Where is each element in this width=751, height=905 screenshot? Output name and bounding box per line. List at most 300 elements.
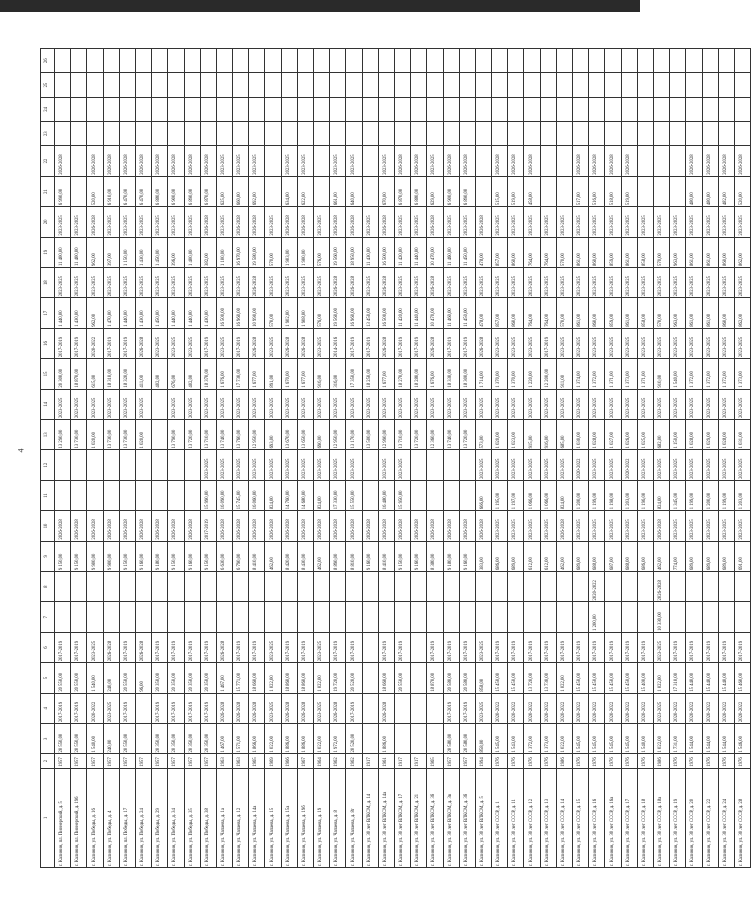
- table-cell: 8 410,00: [378, 541, 394, 571]
- table-cell: 1 676,00: [216, 359, 232, 389]
- table-cell: 963,00: [670, 237, 686, 267]
- table-cell: [653, 122, 669, 146]
- table-cell: [184, 49, 200, 73]
- table-row: [378, 49, 394, 868]
- table-cell: 2026-2028: [556, 511, 572, 541]
- address-cell: г. Калинин, ул. 30 лет СССР, д. 18а: [653, 768, 669, 867]
- table-cell: [330, 602, 346, 632]
- column-header: 17: [41, 298, 55, 328]
- table-cell: 2026-2028: [346, 267, 362, 297]
- table-cell: 2026-2028: [281, 207, 297, 237]
- table-cell: 2023-2025: [346, 450, 362, 480]
- table-row: [103, 49, 119, 868]
- table-cell: 18 860,00: [281, 663, 297, 693]
- table-cell: [281, 49, 297, 73]
- table-cell: 1 544,00: [702, 724, 718, 754]
- table-cell: 15 550,00: [346, 480, 362, 510]
- table-cell: 2023-2025: [702, 450, 718, 480]
- table-cell: 2023-2025: [475, 450, 491, 480]
- table-cell: 622,00: [297, 176, 313, 206]
- table-cell: [734, 122, 750, 146]
- table-cell: 2023-2025: [686, 207, 702, 237]
- table-cell: [362, 632, 378, 662]
- table-cell: 2023-2025: [265, 267, 281, 297]
- table-cell: 1 545,00: [573, 724, 589, 754]
- address-cell: г. Калинин, ул. 30 лет ВЛКСМ, д. 5: [475, 768, 491, 867]
- table-cell: 6 880,00: [411, 176, 427, 206]
- address-cell: г. Калинин, ул. 30 лет СССР, д. 14: [556, 768, 572, 867]
- table-cell: 10 330,00: [653, 602, 669, 632]
- table-cell: 2023-2025: [508, 511, 524, 541]
- table-cell: 9 900,00: [87, 541, 103, 571]
- table-cell: 9 150,00: [55, 541, 71, 571]
- table-cell: [87, 49, 103, 73]
- table-cell: 861,00: [686, 298, 702, 328]
- table-cell: 1 031,00: [734, 420, 750, 450]
- table-cell: 13 450,00: [362, 298, 378, 328]
- table-cell: 19 720,00: [330, 663, 346, 693]
- table-cell: 20 350,00: [200, 663, 216, 693]
- table-cell: 1966: [281, 754, 297, 768]
- column-header: 25: [41, 73, 55, 97]
- table-cell: 20 350,00: [168, 724, 184, 754]
- table-cell: [55, 480, 71, 510]
- table-cell: 2023-2025: [152, 267, 168, 297]
- table-cell: 2017-2019: [233, 328, 249, 358]
- table-cell: 1 371,00: [637, 359, 653, 389]
- table-cell: 2026-2028: [346, 511, 362, 541]
- table-cell: 1917: [394, 754, 410, 768]
- table-cell: 10 470,00: [427, 237, 443, 267]
- column-header: 2: [41, 754, 55, 768]
- table-cell: 480,00: [702, 176, 718, 206]
- table-cell: 1 677,00: [378, 359, 394, 389]
- address-cell: г. Калинин, ул. 30 лет СССР, д. 17: [621, 768, 637, 867]
- table-cell: [670, 572, 686, 602]
- table-cell: 2023-2025: [200, 267, 216, 297]
- table-cell: 2017-2019: [249, 632, 265, 662]
- scan-edge-shadow: [0, 0, 640, 12]
- table-cell: 2023-2025: [589, 267, 605, 297]
- table-cell: 1957: [168, 754, 184, 768]
- table-cell: 17 730,00: [233, 359, 249, 389]
- table-cell: 9 180,00: [152, 541, 168, 571]
- table-cell: 6 990,00: [55, 176, 71, 206]
- table-cell: 860,00: [589, 237, 605, 267]
- table-row: [653, 49, 669, 868]
- table-cell: 1976: [686, 754, 702, 768]
- table-cell: 860,00: [508, 237, 524, 267]
- table-cell: [702, 73, 718, 97]
- table-cell: 2026-2028: [297, 693, 313, 723]
- table-cell: [573, 73, 589, 97]
- table-cell: 396,00: [168, 237, 184, 267]
- table-cell: 576,00: [314, 298, 330, 328]
- table-cell: 13 720,00: [524, 663, 540, 693]
- table-cell: [135, 572, 151, 602]
- table-cell: 2026-2028: [378, 328, 394, 358]
- table-cell: 15 440,00: [686, 663, 702, 693]
- table-cell: 2023-2025: [540, 389, 556, 419]
- table-cell: 1 540,00: [87, 663, 103, 693]
- table-row: [605, 49, 621, 868]
- table-cell: 2023-2025: [524, 511, 540, 541]
- table-cell: [605, 602, 621, 632]
- table-cell: 11 450,00: [459, 237, 475, 267]
- table-cell: 692,00: [249, 176, 265, 206]
- table-cell: [87, 572, 103, 602]
- table-cell: 2023-2025: [330, 450, 346, 480]
- table-cell: 2023-2025: [670, 450, 686, 480]
- table-cell: 1 199,00: [589, 480, 605, 510]
- table-cell: 2020-2022: [670, 693, 686, 723]
- table-cell: [330, 572, 346, 602]
- table-cell: 2023-2025: [718, 450, 734, 480]
- table-cell: 1 370,00: [492, 359, 508, 389]
- table-cell: 2026-2028: [135, 632, 151, 662]
- table-cell: 2017-2019: [459, 328, 475, 358]
- table-cell: [508, 73, 524, 97]
- table-cell: 670,00: [378, 176, 394, 206]
- table-cell: [378, 49, 394, 73]
- address-cell: г. Калинин, ул. 30 лет СССР, д. 12: [524, 768, 540, 867]
- table-cell: [411, 693, 427, 723]
- table-cell: [135, 480, 151, 510]
- column-header: 19: [41, 237, 55, 267]
- table-cell: 18 270,00: [394, 359, 410, 389]
- table-cell: [411, 663, 427, 693]
- table-cell: 2023-2025: [540, 207, 556, 237]
- table-cell: 6 890,00: [459, 176, 475, 206]
- table-cell: 2017-2019: [55, 632, 71, 662]
- table-cell: [184, 73, 200, 97]
- table-cell: 18 250,00: [362, 359, 378, 389]
- table-cell: [556, 49, 572, 73]
- table-cell: [637, 73, 653, 97]
- table-row: [637, 49, 653, 868]
- table-cell: [200, 602, 216, 632]
- table-body: [55, 49, 751, 868]
- table-cell: 20 300,00: [55, 359, 71, 389]
- table-cell: 2023-2025: [670, 267, 686, 297]
- table-cell: 2026-2028: [119, 511, 135, 541]
- table-cell: 1976: [621, 754, 637, 768]
- table-cell: 2023-2025: [216, 207, 232, 237]
- table-cell: [686, 572, 702, 602]
- table-cell: [508, 602, 524, 632]
- table-cell: 462,00: [314, 541, 330, 571]
- table-cell: 2017-2019: [103, 328, 119, 358]
- table-cell: 2017-2019: [686, 632, 702, 662]
- table-cell: 2023-2025: [621, 511, 637, 541]
- table-cell: 2023-2025: [314, 267, 330, 297]
- table-cell: 2023-2025: [459, 389, 475, 419]
- table-cell: [362, 73, 378, 97]
- table-cell: 824,00: [314, 480, 330, 510]
- table-cell: 2017-2019: [605, 632, 621, 662]
- table-cell: 20 350,00: [200, 724, 216, 754]
- table-cell: [71, 450, 87, 480]
- table-cell: 2026-2028: [216, 632, 232, 662]
- table-cell: [249, 97, 265, 121]
- table-cell: 2023-2025: [103, 693, 119, 723]
- table-cell: [637, 49, 653, 73]
- table-cell: [621, 49, 637, 73]
- table-cell: [184, 572, 200, 602]
- table-cell: 2020-2022: [702, 693, 718, 723]
- table-cell: 516,00: [589, 176, 605, 206]
- table-row: [55, 49, 71, 868]
- table-cell: [103, 97, 119, 121]
- table-cell: [152, 572, 168, 602]
- table-cell: 18 660,00: [249, 663, 265, 693]
- table-cell: 2023-2025: [265, 693, 281, 723]
- table-cell: 689,00: [508, 541, 524, 571]
- table-cell: 858,00: [637, 237, 653, 267]
- table-cell: 2023-2025: [686, 267, 702, 297]
- table-cell: 13 500,00: [362, 420, 378, 450]
- table-cell: 1 028,00: [718, 420, 734, 450]
- table-cell: 686,00: [637, 541, 653, 571]
- table-cell: 2023-2025: [103, 389, 119, 419]
- table-cell: 2026-2028: [200, 146, 216, 176]
- table-cell: [103, 602, 119, 632]
- table-cell: 411,00: [135, 359, 151, 389]
- table-cell: 2023-2025: [686, 450, 702, 480]
- table-cell: 9 160,00: [459, 541, 475, 571]
- table-cell: 629,00: [427, 176, 443, 206]
- table-cell: 1 200,00: [702, 480, 718, 510]
- table-cell: 12 950,00: [330, 420, 346, 450]
- table-cell: [508, 97, 524, 121]
- table-cell: 8 890,00: [330, 541, 346, 571]
- table-cell: 2023-2025: [718, 389, 734, 419]
- table-cell: [200, 73, 216, 97]
- table-cell: [459, 97, 475, 121]
- table-cell: 1 199,00: [686, 480, 702, 510]
- column-header: 10: [41, 511, 55, 541]
- table-cell: [573, 97, 589, 121]
- address-cell: г. Калинин, ул. Победы, д. 4: [103, 768, 119, 867]
- table-cell: 1 020,00: [135, 420, 151, 450]
- table-cell: [71, 73, 87, 97]
- table-cell: [524, 73, 540, 97]
- table-cell: [362, 572, 378, 602]
- table-cell: 1 440,00: [184, 298, 200, 328]
- table-cell: 6 910,00: [103, 176, 119, 206]
- table-cell: 18 660,00: [378, 663, 394, 693]
- table-cell: [427, 724, 443, 754]
- table-cell: 2023-2025: [605, 207, 621, 237]
- table-cell: [718, 49, 734, 73]
- table-cell: 824,00: [653, 480, 669, 510]
- table-cell: [394, 73, 410, 97]
- table-cell: 9 150,00: [394, 541, 410, 571]
- table-cell: [524, 97, 540, 121]
- table-cell: 2023-2025: [168, 267, 184, 297]
- table-cell: 19 560,00: [330, 237, 346, 267]
- table-row: [314, 49, 330, 868]
- table-cell: [443, 480, 459, 510]
- table-cell: [540, 176, 556, 206]
- table-cell: [556, 97, 572, 121]
- table-cell: 2023-2025: [734, 207, 750, 237]
- table-cell: [135, 450, 151, 480]
- table-cell: 2023-2025: [362, 267, 378, 297]
- table-cell: 2023-2025: [249, 389, 265, 419]
- table-cell: 1 900,00: [297, 237, 313, 267]
- table-cell: 859,00: [605, 298, 621, 328]
- table-cell: 2023-2025: [152, 207, 168, 237]
- table-cell: 16 960,00: [233, 298, 249, 328]
- table-cell: 2023-2025: [718, 207, 734, 237]
- table-cell: 18 330,00: [443, 359, 459, 389]
- table-cell: 1957: [135, 754, 151, 768]
- table-cell: 9 900,00: [103, 541, 119, 571]
- table-row: [427, 49, 443, 868]
- table-cell: 478,00: [475, 237, 491, 267]
- table-row: [119, 49, 135, 868]
- table-cell: 1963: [216, 754, 232, 768]
- table-cell: 1 372,00: [702, 359, 718, 389]
- table-cell: 857,00: [492, 237, 508, 267]
- table-cell: [670, 146, 686, 176]
- table-cell: 1 203,00: [734, 480, 750, 510]
- table-cell: 1 022,00: [653, 663, 669, 693]
- table-cell: 612,00: [540, 541, 556, 571]
- table-cell: [492, 73, 508, 97]
- table-cell: 13 720,00: [184, 420, 200, 450]
- table-cell: [443, 73, 459, 97]
- table-cell: 2026-2028: [135, 328, 151, 358]
- table-cell: 2023-2025: [103, 207, 119, 237]
- table-cell: [362, 97, 378, 121]
- table-cell: 2023-2025: [314, 328, 330, 358]
- table-cell: [621, 602, 637, 632]
- table-cell: 1965: [427, 754, 443, 768]
- table-cell: 2026-2028: [330, 693, 346, 723]
- table-cell: 1 372,00: [718, 359, 734, 389]
- table-cell: [718, 572, 734, 602]
- table-cell: [540, 49, 556, 73]
- table-cell: [216, 97, 232, 121]
- table-cell: 2023-2025: [200, 389, 216, 419]
- table-cell: 2026-2028: [330, 267, 346, 297]
- table-cell: 690,00: [314, 420, 330, 450]
- table-cell: [459, 73, 475, 97]
- table-cell: [184, 602, 200, 632]
- table-cell: [427, 602, 443, 632]
- table-cell: [249, 602, 265, 632]
- table-cell: 570,00: [653, 237, 669, 267]
- table-cell: 2026-2028: [427, 267, 443, 297]
- table-cell: [394, 49, 410, 73]
- table-cell: 402,00: [184, 359, 200, 389]
- table-cell: 2026-2028: [87, 207, 103, 237]
- table-cell: [330, 73, 346, 97]
- table-cell: 13 670,00: [281, 420, 297, 450]
- column-header: 26: [41, 49, 55, 73]
- table-cell: 2020-2022: [637, 693, 653, 723]
- table-cell: 2020-2022: [556, 693, 572, 723]
- table-cell: 2023-2025: [71, 389, 87, 419]
- table-cell: 15 745,00: [233, 480, 249, 510]
- table-cell: 861,00: [702, 237, 718, 267]
- table-cell: [297, 122, 313, 146]
- table-cell: [87, 480, 103, 510]
- table-cell: 2023-2025: [653, 328, 669, 358]
- table-cell: 2026-2028: [135, 146, 151, 176]
- table-cell: 1976: [589, 754, 605, 768]
- table-cell: [362, 146, 378, 176]
- table-cell: [443, 572, 459, 602]
- table-cell: 2020-2022: [605, 693, 621, 723]
- table-row: [362, 49, 378, 868]
- table-cell: [216, 602, 232, 632]
- table-cell: 2026-2028: [249, 328, 265, 358]
- table-cell: 858,00: [475, 663, 491, 693]
- table-cell: 2026-2028: [87, 146, 103, 176]
- table-cell: 2023-2025: [233, 450, 249, 480]
- table-row: [573, 49, 589, 868]
- table-cell: 573,00: [475, 420, 491, 450]
- table-cell: [119, 49, 135, 73]
- table-cell: 1 022,00: [556, 724, 572, 754]
- table-cell: 1 546,00: [734, 724, 750, 754]
- table-cell: 858,00: [637, 298, 653, 328]
- table-cell: 12 990,00: [378, 420, 394, 450]
- table-cell: 640,00: [346, 176, 362, 206]
- table-cell: [670, 49, 686, 73]
- table-cell: [394, 602, 410, 632]
- table-cell: [362, 176, 378, 206]
- table-cell: 2023-2025: [281, 267, 297, 297]
- table-cell: [265, 146, 281, 176]
- table-row: [233, 49, 249, 868]
- table-cell: [314, 73, 330, 97]
- table-cell: [265, 73, 281, 97]
- table-cell: 2017-2019: [152, 632, 168, 662]
- table-cell: 1 545,00: [621, 724, 637, 754]
- table-cell: 2023-2025: [314, 389, 330, 419]
- table-cell: 2023-2025: [718, 267, 734, 297]
- table-cell: 15 450,00: [508, 663, 524, 693]
- table-cell: 2023-2025: [573, 267, 589, 297]
- table-cell: 20 550,00: [119, 663, 135, 693]
- table-cell: 18 300,00: [459, 359, 475, 389]
- table-cell: 2023-2025: [589, 511, 605, 541]
- table-cell: [589, 73, 605, 97]
- table-cell: [605, 97, 621, 121]
- table-cell: 1 440,00: [55, 298, 71, 328]
- table-cell: [459, 450, 475, 480]
- table-cell: 2017-2019: [200, 328, 216, 358]
- table-cell: 2023-2025: [653, 693, 669, 723]
- table-cell: [249, 73, 265, 97]
- table-cell: [686, 73, 702, 97]
- table-cell: 1 886,00: [281, 724, 297, 754]
- address-cell: г. Калинин, ул. 30 лет СССР, д. 15: [573, 768, 589, 867]
- table-cell: 2023-2025: [362, 207, 378, 237]
- table-cell: [314, 572, 330, 602]
- table-cell: [556, 176, 572, 206]
- table-cell: [556, 122, 572, 146]
- table-cell: 2017-2019: [718, 632, 734, 662]
- table-cell: 12 360,00: [427, 420, 443, 450]
- table-cell: 20 550,00: [71, 663, 87, 693]
- table-cell: 2017-2019: [297, 632, 313, 662]
- table-cell: 1 345,00: [670, 480, 686, 510]
